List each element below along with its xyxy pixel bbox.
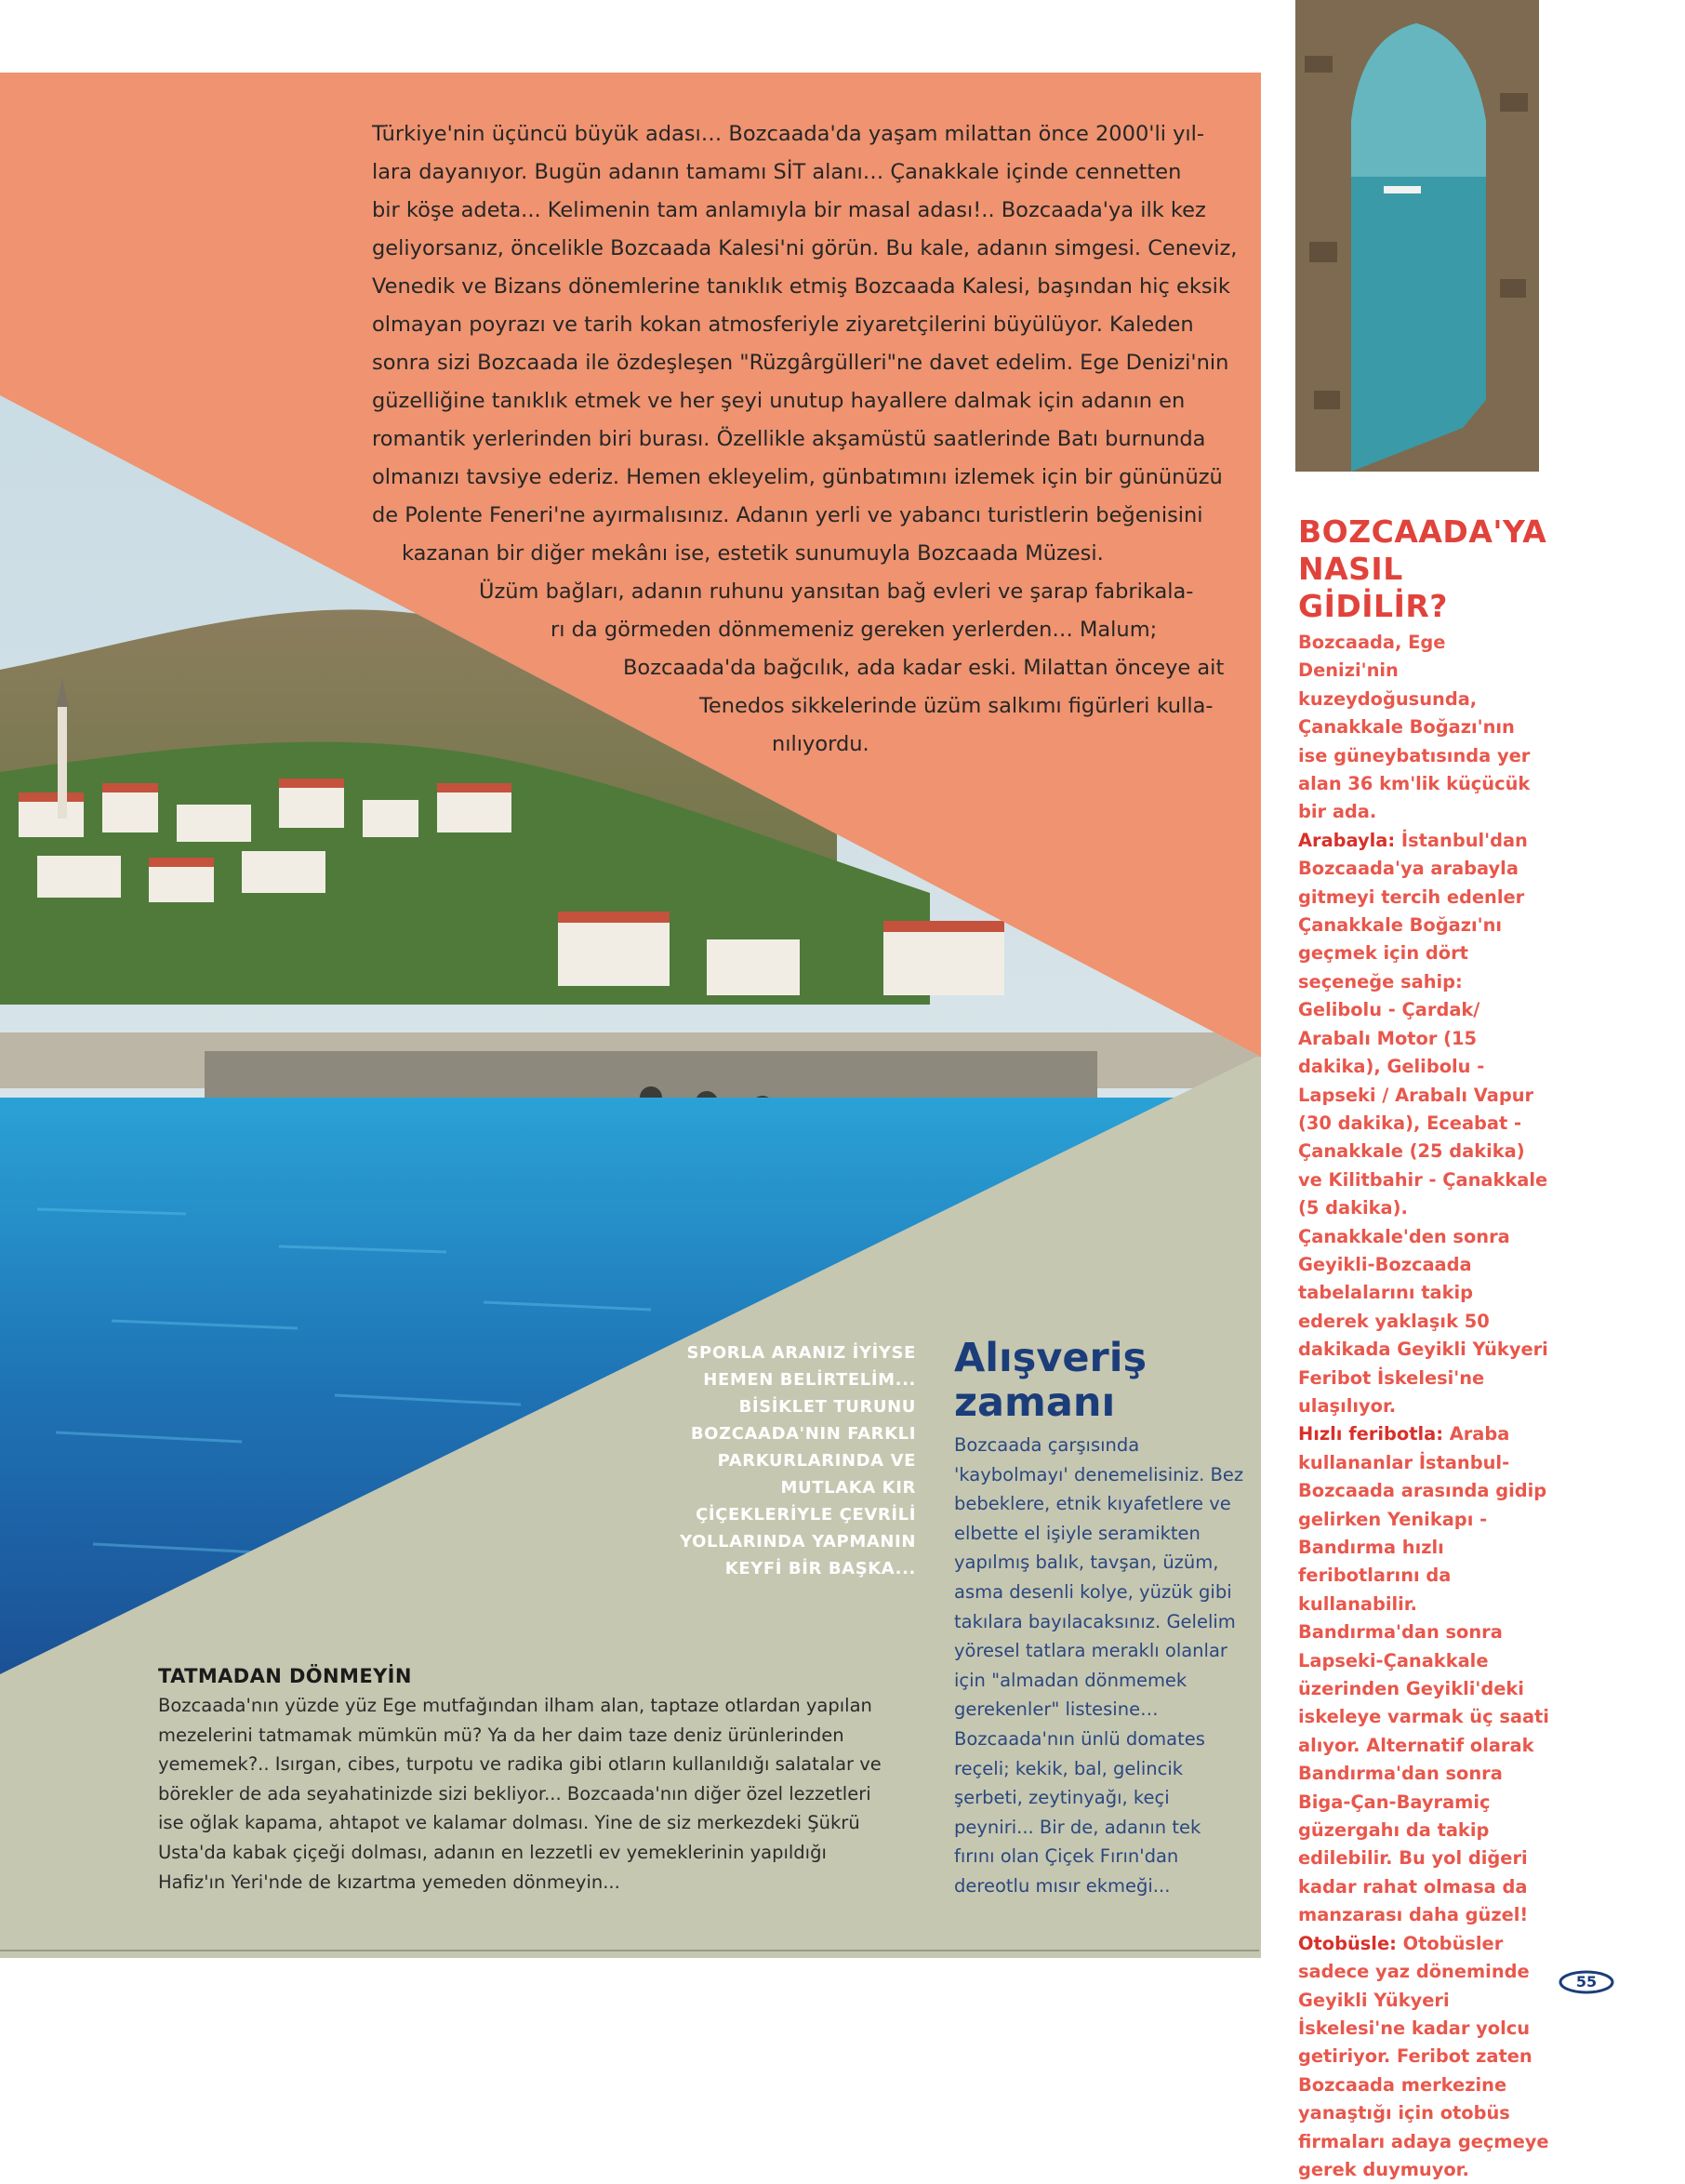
sidebar-how-to-get-there (1298, 513, 1549, 2184)
intro-line-1: Türkiye'nin üçüncü büyük adası… Bozcaada'da yaşam milattan önce 2000'li yıl- (372, 122, 1205, 146)
intro-line-4: geliyorsanız, öncelikle Bozcaada Kalesi'ni görün. Bu kale, adanın simgesi. Ceneviz, (372, 236, 1238, 260)
intro-line-9: romantik yerlerinden biri burası. Özellikle akşamüstü saatlerinde Batı burnunda (372, 427, 1206, 451)
intro-line-5: Venedik ve Bizans dönemlerine tanıklık etmiş Bozcaada Kalesi, başından hiç eksik (372, 274, 1230, 299)
intro-line-3: bir köşe adeta... Kelimenin tam anlamıyla bir masal adası!.. Bozcaada'ya ilk kez (372, 198, 1206, 222)
taste-title: TATMADAN DÖNMEYİN (158, 1665, 412, 1687)
bus-label: Otobüsle: (1298, 1932, 1397, 1954)
castle-window-photo (1295, 0, 1539, 472)
bus-text: Otobüsler sadece yaz döneminde Geyikli Yükyeri İskelesi'ne kadar yolcu getiriyor. Feribot zaten Bozcaada merkezine yanaştığı için otobüs firmaları adaya geçmeye gerek duymuyor. (1298, 1932, 1549, 2180)
intro-line-15: Bozcaada'da bağcılık, ada kadar eski. Milattan önceye ait (623, 656, 1225, 680)
intro-line-8: güzelliğine tanıklık etmek ve her şeyi unutup hayallere dalmak için adanın en (372, 389, 1186, 413)
intro-line-16: Tenedos sikkelerinde üzüm salkımı figürleri kulla- (699, 694, 1214, 718)
intro-line-12: kazanan bir diğer mekânı ise, estetik sunumuyla Bozcaada Müzesi. (402, 541, 1104, 566)
shopping-title-line2: zamanı (954, 1379, 1116, 1426)
sidebar-title-line2: NASIL GİDİLİR? (1298, 551, 1448, 624)
intro-line-10: olmanızı tavsiye ederiz. Hemen ekleyelim, günbatımını izlemek için bir gününüzü (372, 465, 1223, 489)
page-number: 55 (1575, 1973, 1598, 1991)
sidebar-intro: Bozcaada, Ege Denizi'nin kuzeydoğusunda, Çanakkale Boğazı'nın ise güneybatısında yer alan 36 km'lik küçücük bir ada. (1298, 632, 1531, 823)
shopping-section (954, 1336, 1246, 1901)
sidebar-title (1298, 513, 1549, 625)
shopping-title (954, 1336, 1246, 1425)
shopping-body: Bozcaada çarşısında 'kaybolmayı' denemelisiniz. Bez bebeklere, etnik kıyafetlere ve elbette el işiyle seramikten yapılmış balık, tavşan, üzüm, asma desenli kolye, yüzük gibi takılara bayılacaksınız. Gelelim yöresel tatlara meraklı olanlar için "almadan dönmemek gerekenler" listesine… Bozcaada'nın ünlü domates reçeli; kekik, bal, gelincik şerbeti, zeytinyağı, keçi peyniri... Bir de, adanın tek fırını olan Çiçek Fırın'dan dereotlu mısır ekmeği... (954, 1434, 1244, 1897)
ferry-label: Hızlı feribotla: (1298, 1423, 1443, 1445)
taste-section (158, 1665, 883, 1897)
taste-body: Bozcaada'nın yüzde yüz Ege mutfağından ilham alan, taptaze otlardan yapılan mezelerini tatmamak mümkün mü? Ya da her daim taze deniz ürünlerinden yememek?.. Isırgan, cibes, turpotu ve radika gibi otların kullanıldığı salatalar ve börekler de ada seyahatinizde sizi bekliyor... Bozcaada'nın diğer özel lezzetleri ise oğlak kapama, ahtapot ve kalamar dolması. Yine de siz merkezdeki Şükrü Usta'da kabak çiçeği dolması, adanın en lezzetli ev yemeklerinin yapıldığı Hafiz'ın Yeri'nde de kızartma yemeden dönmeyin... (158, 1695, 882, 1893)
car-label: Arabayla: (1298, 829, 1396, 851)
intro-line-17: nılıyordu. (772, 732, 869, 756)
sidebar-title-line1: BOZCAADA'YA (1298, 513, 1547, 550)
intro-line-6: olmayan poyrazı ve tarih kokan atmosferiyle ziyaretçilerini büyülüyor. Kaleden (372, 313, 1194, 337)
ferry-text: Araba kullananlar İstanbul-Bozcaada arasında gidip gelirken Yenikapı - Bandırma hızlı feribotlarını da kullanabilir. Bandırma'dan sonra Lapseki-Çanakkale üzerinden Geyikli'deki iskeleye varmak üç saati alıyor. Alternatif olarak Bandırma'dan sonra Biga-Çan-Bayramiç güzergahı da takip edilebilir. Bu yol diğeri kadar rahat olmasa da manzarası daha güzel! (1298, 1423, 1549, 1926)
intro-line-7: sonra sizi Bozcaada ile özdeşleşen "Rüzgârgülleri"ne davet edelim. Ege Denizi'nin (372, 351, 1229, 375)
sport-pull-quote: SPORLA ARANIZ İYİYSE HEMEN BELİRTELİM... BİSİKLET TURUNU BOZCAADA'NIN FARKLI PARKURLARINDA VE MUTLAKA KIR ÇİÇEKLERİYLE ÇEVRİLİ YOLLARINDA YAPMANIN KEYFİ BİR BAŞKA... (680, 1343, 916, 1578)
car-text: İstanbul'dan Bozcaada'ya arabayla gitmeyi tercih edenler Çanakkale Boğazı'nı geçmek için dört seçeneğe sahip: Gelibolu - Çardak/ Arabalı Motor (15 dakika), Gelibolu - Lapseki / Arabalı Vapur (30 dakika), Eceabat - Çanakkale (25 dakika) ve Kilitbahir - Çanakkale (5 dakika). Çanakkale'den sonra Geyikli-Bozcaada tabelalarını takip ederek yaklaşık 50 dakikada Geyikli Yükyeri Feribot İskelesi'ne ulaşılıyor. (1298, 829, 1548, 1417)
intro-line-14: rı da görmeden dönmemeniz gereken yerlerden… Malum; (551, 618, 1158, 642)
sidebar-body (1298, 629, 1549, 2184)
intro-line-11: de Polente Feneri'ne ayırmalısınız. Adanın yerli ve yabancı turistlerin beğenisini (372, 503, 1203, 527)
page-number-badge (1559, 1970, 1614, 1994)
shopping-title-line1: Alışveriş (954, 1335, 1148, 1381)
intro-line-2: lara dayanıyor. Bugün adanın tamamı SİT alanı… Çanakkale içinde cennetten (372, 160, 1182, 184)
bottom-rule (0, 1950, 1259, 1951)
intro-line-13: Üzüm bağları, adanın ruhunu yansıtan bağ evleri ve şarap fabrikala- (479, 579, 1194, 604)
